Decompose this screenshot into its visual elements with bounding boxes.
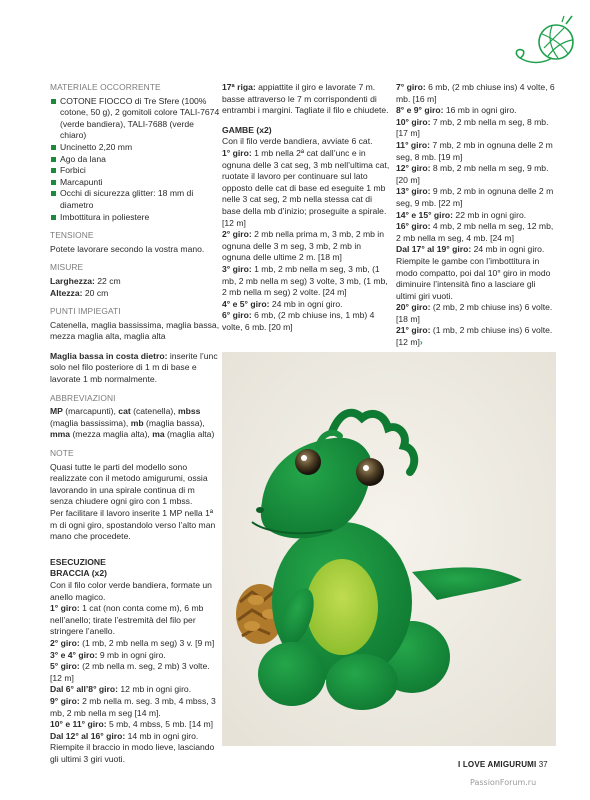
gambe-row bbox=[222, 310, 390, 333]
gambe-row bbox=[222, 299, 390, 311]
row-label: 11° giro: bbox=[396, 139, 431, 150]
materiale-item: COTONE FIOCCO di Tre Sfere (100% cotone, 50 g), 2 gomitoli colore TALI-7674 (verde bandiera), TALI-7688 (verde chiaro) bbox=[50, 96, 220, 142]
row-text: (2 mb, 2 mb chiuse ins) 6 volte. [18 m] bbox=[396, 302, 553, 324]
yarn-ball-icon bbox=[512, 14, 576, 72]
gambe-intro: Con il filo verde bandiera, avviate 6 cat. bbox=[222, 136, 373, 147]
row-text: 9 mb in ogni giro. bbox=[97, 649, 166, 660]
larghezza-line bbox=[50, 276, 220, 288]
abbr-term: mb bbox=[130, 417, 144, 428]
abbr-desc: (marcapunti), bbox=[62, 406, 119, 417]
abbr-desc: (mezza maglia alta), bbox=[70, 429, 153, 440]
altezza-line bbox=[50, 288, 220, 300]
row-label: 13° giro: bbox=[396, 186, 431, 197]
materiale-item: Imbottitura in poliestere bbox=[50, 212, 220, 224]
tensione-text: Potete lavorare secondo la vostra mano. bbox=[50, 243, 205, 254]
braccia-heading: BRACCIA (x2) bbox=[50, 568, 107, 579]
row-label: 20° giro: bbox=[396, 302, 431, 313]
misure-heading: MISURE bbox=[50, 262, 84, 273]
abbr-term: MP bbox=[50, 406, 63, 417]
row-label: Dal 17° al 19° giro: bbox=[396, 244, 472, 255]
materiale-item: Occhi di sicurezza glitter: 18 mm di diametro bbox=[50, 188, 220, 211]
row-label: 1° giro: bbox=[50, 603, 80, 614]
crocodile-amigurumi-photo bbox=[222, 352, 556, 746]
braccia-row bbox=[50, 650, 220, 662]
row-text: (1 mb, 2 mb nella m seg) 3 v. [9 m] bbox=[79, 637, 215, 648]
braccia-intro: Con il filo color verde bandiera, formate un anello magico. bbox=[50, 579, 212, 602]
braccia-row bbox=[50, 638, 220, 650]
row-label: 10° e 11° giro: bbox=[50, 719, 107, 730]
materiale-list bbox=[50, 96, 220, 224]
row-label: 6° giro: bbox=[222, 310, 252, 321]
altezza-value: 20 cm bbox=[82, 287, 109, 298]
maglia-costa-label: Maglia bassa in costa dietro: bbox=[50, 350, 168, 361]
gambe-row bbox=[396, 221, 556, 244]
row-text: (1 mb, 2 mb chiuse ins) 6 volte. [12 m] bbox=[396, 325, 553, 348]
row-label: 3° giro: bbox=[222, 263, 252, 274]
row-label: 5° giro: bbox=[50, 661, 80, 672]
page-number: 37 bbox=[538, 760, 548, 769]
abbr-term: ma bbox=[152, 429, 165, 440]
gambe-row bbox=[396, 325, 556, 348]
materiale-item: Marcapunti bbox=[50, 177, 220, 189]
row-label: 8° e 9° giro: bbox=[396, 105, 444, 116]
larghezza-value: 22 cm bbox=[94, 275, 121, 286]
gambe-row bbox=[396, 140, 556, 163]
row-text: 22 mb in ogni giro. bbox=[453, 209, 527, 220]
note-heading: NOTE bbox=[50, 448, 74, 459]
row-label: 14° e 15° giro: bbox=[396, 209, 454, 220]
row-label: 2° giro: bbox=[222, 229, 252, 240]
column-right bbox=[396, 82, 556, 349]
braccia-row bbox=[50, 719, 220, 731]
braccia-end: Riempite il braccio in modo lieve, lasciando gli ultimi 3 giri vuoti. bbox=[50, 742, 215, 764]
braccia-row bbox=[50, 684, 220, 696]
gambe-row bbox=[222, 148, 390, 229]
gambe-row bbox=[396, 244, 556, 256]
braccia-row bbox=[50, 696, 220, 719]
materiale-item: Uncinetto 2,20 mm bbox=[50, 142, 220, 154]
gambe-row bbox=[396, 302, 556, 325]
braccia-row bbox=[50, 603, 220, 638]
row-label: 16° giro: bbox=[396, 221, 431, 232]
gambe-row bbox=[222, 229, 390, 264]
row-text: 6 mb, (2 mb chiuse ins) 4 volte, 6 mb. [16 m] bbox=[396, 82, 555, 104]
row-text: 7 mb, 2 mb nella m seg, 8 mb. [17 m] bbox=[396, 116, 549, 139]
gambe-row bbox=[396, 163, 556, 186]
note-text-2: Per facilitare il lavoro inserite 1 MP nella 1ª m di ogni giro, spostandolo verso l’alto man mano che procedete. bbox=[50, 508, 216, 542]
row-label: 4° e 5° giro: bbox=[222, 298, 270, 309]
abbr-desc: (maglia alta) bbox=[164, 429, 215, 440]
row-text: 1 cat (non conta come m), 6 mb nell’anello; tirate l’estremità del filo per stringere l’anello. bbox=[50, 603, 204, 637]
row-label: Dal 6° all’8° giro: bbox=[50, 684, 119, 695]
gambe-row bbox=[396, 117, 556, 140]
larghezza-label: Larghezza: bbox=[50, 275, 95, 286]
abbr-desc: (maglia bassa), bbox=[143, 417, 205, 428]
materiale-item: Forbici bbox=[50, 165, 220, 177]
row-text: (2 mb nella m. seg, 2 mb) 3 volte. [12 m] bbox=[50, 661, 210, 683]
maglia-costa-desc: inserite l’unc solo nel filo posteriore di 1 m di base e lavorate 1 mb normalmente. bbox=[50, 350, 218, 385]
abbr-term: cat bbox=[118, 406, 131, 417]
row-label: 1° giro: bbox=[222, 147, 252, 158]
row-text: appiattite il giro e lavorate 7 m. basse attraverso le 7 m corrispondenti di entrambi i margini. Tagliate il filo e chiudete. bbox=[222, 82, 389, 116]
column-middle bbox=[222, 82, 390, 333]
note-text-1: Quasi tutte le parti del modello sono realizzate con il metodo amigurumi, ossia lavorando in una spirale continua di m senza chiudere ogni giro con 1 mbss. bbox=[50, 461, 208, 507]
riempite-text: Riempite le gambe con l’imbottitura in modo compatto, poi dal 10° giro in modo diminuire l’intensità fino a lasciare gli ultimi giri vuoti. bbox=[396, 255, 551, 301]
row-text: 2 mb nella m. seg. 3 mb, 4 mbss, 3 mb, 2 mb nella m seg [14 m]. bbox=[50, 695, 216, 718]
abbr-term: mma bbox=[50, 429, 71, 440]
row-text: 9 mb, 2 mb in ognuna delle 2 m seg, 9 mb. [22 m] bbox=[396, 186, 554, 208]
row-label: 2° giro: bbox=[50, 637, 80, 648]
magazine-name: I LOVE AMIGURUMI bbox=[458, 760, 537, 769]
row-text: 1 mb, 2 mb nella m seg, 3 mb, (1 mb, 2 mb nella m seg) 3 volte, 3 mb, (1 mb, 2 mb nella m seg) 2 volte. [24 m] bbox=[222, 263, 388, 298]
gambe-row bbox=[396, 105, 556, 117]
abbreviazioni-heading: ABBREVIAZIONI bbox=[50, 392, 116, 403]
braccia-row bbox=[50, 661, 220, 684]
row-label: 10° giro: bbox=[396, 116, 431, 127]
braccia-row bbox=[50, 731, 220, 743]
row-label: Dal 12° al 16° giro: bbox=[50, 730, 126, 741]
row-label: 17ª riga: bbox=[222, 82, 256, 92]
materiale-heading: MATERIALE OCCORRENTE bbox=[50, 82, 161, 92]
abbr-term: mbss bbox=[178, 406, 201, 417]
row-label: 7° giro: bbox=[396, 82, 426, 92]
row-text: 7 mb, 2 mb in ognuna delle 2 m seg, 8 mb. [19 m] bbox=[396, 139, 553, 162]
punti-heading: PUNTI IMPIEGATI bbox=[50, 306, 121, 317]
maglia-costa-text bbox=[50, 351, 220, 386]
gambe-heading: GAMBE (x2) bbox=[222, 124, 272, 135]
row-text: 5 mb, 4 mbss, 5 mb. [14 m] bbox=[106, 719, 214, 730]
abbr-desc: (catenella), bbox=[130, 406, 179, 417]
gambe-row bbox=[396, 186, 556, 209]
page-footer bbox=[458, 760, 548, 769]
riga-17 bbox=[222, 82, 390, 117]
column-left bbox=[50, 82, 220, 765]
watermark: PassionForum.ru bbox=[470, 778, 537, 787]
row-text: 24 mb in ogni giro. bbox=[269, 298, 343, 309]
gambe-row bbox=[396, 210, 556, 222]
row-label: 12° giro: bbox=[396, 163, 431, 174]
continue-arrow-icon: › bbox=[419, 337, 423, 348]
tensione-heading: TENSIONE bbox=[50, 230, 94, 241]
abbreviazioni-text bbox=[50, 406, 220, 441]
gambe-row bbox=[396, 82, 556, 105]
altezza-label: Altezza: bbox=[50, 287, 83, 298]
esecuzione-heading: ESECUZIONE bbox=[50, 556, 106, 567]
row-text: 8 mb, 2 mb nella m seg, 9 mb. [20 m] bbox=[396, 163, 549, 185]
row-text: 16 mb in ogni giro. bbox=[443, 105, 517, 116]
punti-text: Catenella, maglia bassissima, maglia bassa, mezza maglia alta, maglia alta bbox=[50, 319, 220, 342]
row-text: 1 mb nella 2ª cat dall’unc e in ognuna delle 3 cat seg, 3 mb nell’ultima cat, ruotate il lavoro per continuare sul lato opposto delle cat di base ed eseguite 1 mb nelle 3 cat seg, 2 mb nella stessa cat di base della mb d’inizio; proseguite a spirale. [12 m] bbox=[222, 147, 390, 228]
row-label: 21° giro: bbox=[396, 325, 431, 336]
row-text: 2 mb nella prima m, 3 mb, 2 mb in ognuna delle 3 m seg, 3 mb, 2 mb in ognuna delle ultime 2 m. [18 m] bbox=[222, 229, 384, 263]
row-text: 4 mb, 2 mb nella m seg, 12 mb, 2 mb nella m seg, 4 mb. [24 m] bbox=[396, 221, 554, 243]
row-label: 9° giro: bbox=[50, 695, 80, 706]
row-text: 14 mb in ogni giro. bbox=[125, 730, 199, 741]
abbr-desc: (maglia bassissima), bbox=[50, 417, 131, 428]
row-text: 24 mb in ogni giro. bbox=[471, 244, 545, 255]
row-label: 3° e 4° giro: bbox=[50, 649, 98, 660]
row-text: 6 mb, (2 mb chiuse ins, 1 mb) 4 volte, 6 mb. [20 m] bbox=[222, 310, 375, 332]
materiale-item: Ago da lana bbox=[50, 154, 220, 166]
gambe-row bbox=[222, 264, 390, 299]
row-text: 12 mb in ogni giro. bbox=[118, 684, 192, 695]
